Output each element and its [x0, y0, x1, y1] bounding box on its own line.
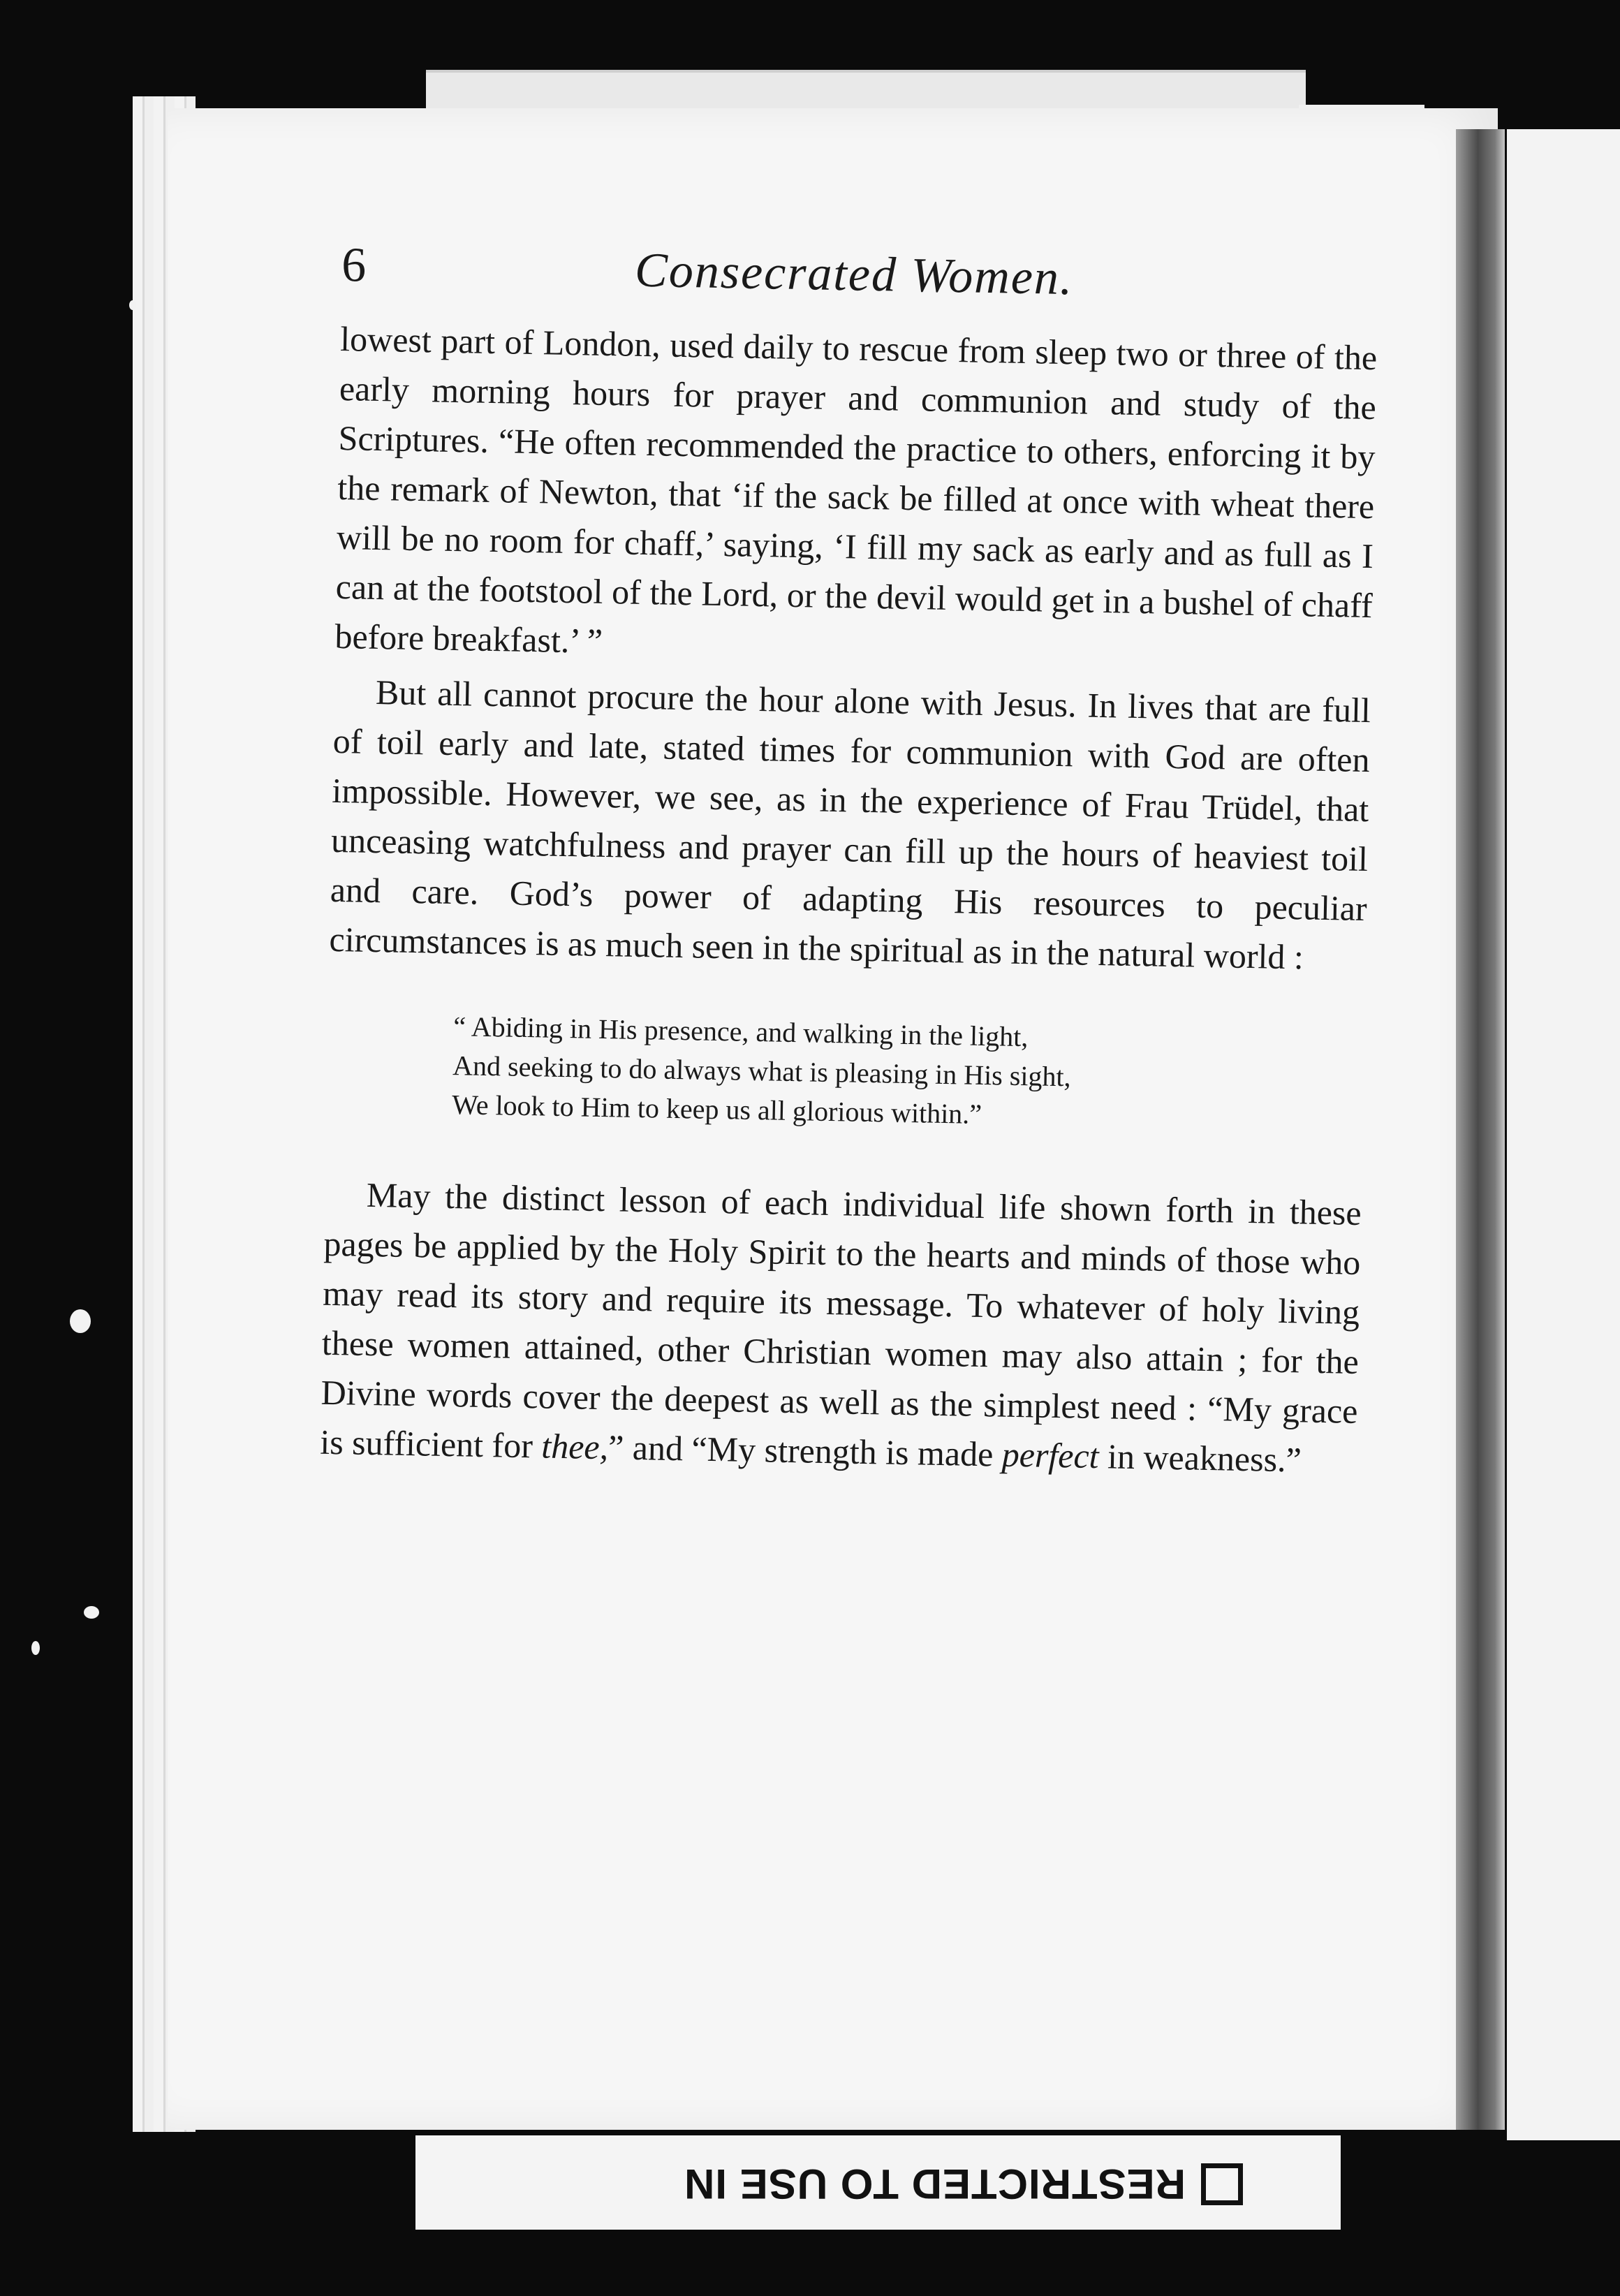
- page-number: 6: [341, 237, 367, 293]
- verse-line: And seeking to do always what is pleasing in His sight,: [452, 1050, 1072, 1093]
- paragraph-3-text: May the distinct lesson of each individual life shown forth in these pages be applied by the Holy Spirit to the hearts and minds of those who may read its story and require its message. To whatever of holy living these women attained, other Christian women may also attain ; for the Divine words cover the deepest as well as the simplest need : “My grace is sufficient for: [319, 1175, 1362, 1466]
- paragraph-3-text: ” and “My strength is made: [608, 1427, 1003, 1474]
- page-content: [320, 237, 1379, 1486]
- verse-line: “ Abiding in His presence, and walking in the light,: [452, 1010, 1029, 1053]
- paragraph-1: lowest part of London, used daily to rescue from sleep two or three of the early morning hours for prayer and communion and study of the Scriptures. “He often recommended the practice to others, enforcing it by the remark of Newton, that ‘if the sack be filled at once with wheat there will be no room for chaff,’ saying, ‘I fill my sack as early and as full as I can at the footstool of the Lord, or the devil would get in a bushel of chaff before breakfast.’ ”: [334, 318, 1378, 661]
- scan-speck: [70, 1309, 91, 1333]
- paragraph-3: [320, 1170, 1362, 1486]
- verse-line: We look to Him to keep us all glorious within.”: [451, 1089, 982, 1130]
- restriction-stamp-text: RESTRICTED TO USE IN: [684, 2161, 1186, 2208]
- verse-quote: [452, 1007, 1365, 1141]
- checkbox-square-icon: [1201, 2163, 1243, 2205]
- running-head: Consecrated Women.: [634, 243, 1075, 306]
- restriction-stamp: [670, 2154, 1243, 2214]
- italic-thee: thee,: [540, 1426, 609, 1467]
- scan-speck: [31, 1641, 40, 1655]
- book-gutter-shadow: [1456, 129, 1505, 2130]
- scan-speck: [84, 1606, 99, 1619]
- scan-speck: [129, 300, 136, 310]
- italic-perfect: perfect: [1001, 1434, 1100, 1476]
- facing-page: [1507, 129, 1620, 2140]
- paragraph-3-text: in weakness.”: [1098, 1436, 1302, 1480]
- paragraph-2: But all cannot procure the hour alone with Jesus. In lives that are full of toil early and late, stated times for communion with God are often impossible. However, we see, as in the experience of Frau Trüdel, that unceasing watchfulness and prayer can fill up the hours of heaviest toil and care. God’s power of adapting His resources to peculiar circumstances is as much seen in the spiritual as in the natural world :: [329, 672, 1371, 977]
